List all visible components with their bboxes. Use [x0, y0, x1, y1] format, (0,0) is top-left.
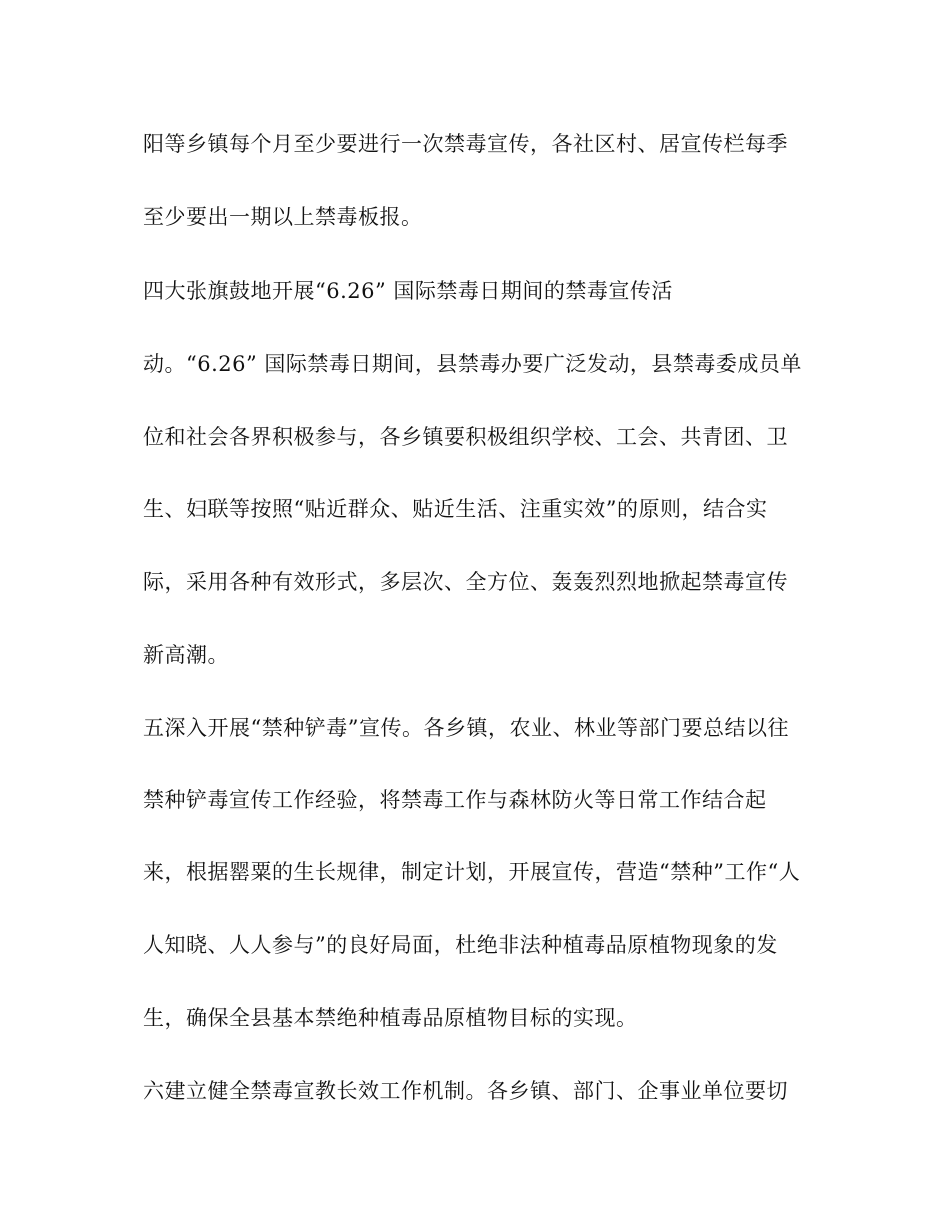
text-line: 动。“6.26” 国际禁毒日期间，县禁毒办要广泛发动，县禁毒委成员单: [143, 352, 802, 376]
text-line: 生、妇联等按照“贴近群众、贴近生活、注重实效”的原则，结合实: [143, 497, 768, 521]
text-line: 位和社会各界积极参与，各乡镇要积极组织学校、工会、共青团、卫: [143, 425, 788, 449]
text-line: 来，根据罂粟的生长规律，制定计划，开展宣传，营造“禁种”工作“人: [143, 860, 801, 884]
section-heading-four: 四大张旗鼓地开展“6.26” 国际禁毒日期间的禁毒宣传活: [143, 279, 673, 303]
text-line: 阳等乡镇每个月至少要进行一次禁毒宣传，各社区村、居宣传栏每季: [143, 132, 788, 156]
text-line: 生，确保全县基本禁绝种植毒品原植物目标的实现。: [143, 1006, 638, 1030]
section-heading-six: 六建立健全禁毒宣教长效工作机制。各乡镇、部门、企事业单位要切: [143, 1079, 788, 1103]
text-line: 新高潮。: [143, 643, 229, 667]
text-line: 至少要出一期以上禁毒板报。: [143, 205, 423, 229]
section-heading-five: 五深入开展“禁种铲毒”宣传。各乡镇，农业、林业等部门要总结以往: [143, 716, 789, 740]
text-line: 人知晓、人人参与”的良好局面，杜绝非法种植毒品原植物现象的发: [143, 933, 778, 957]
text-line: 禁种铲毒宣传工作经验，将禁毒工作与森林防火等日常工作结合起: [143, 788, 767, 812]
text-line: 际，采用各种有效形式，多层次、全方位、轰轰烈烈地掀起禁毒宣传: [143, 570, 788, 594]
